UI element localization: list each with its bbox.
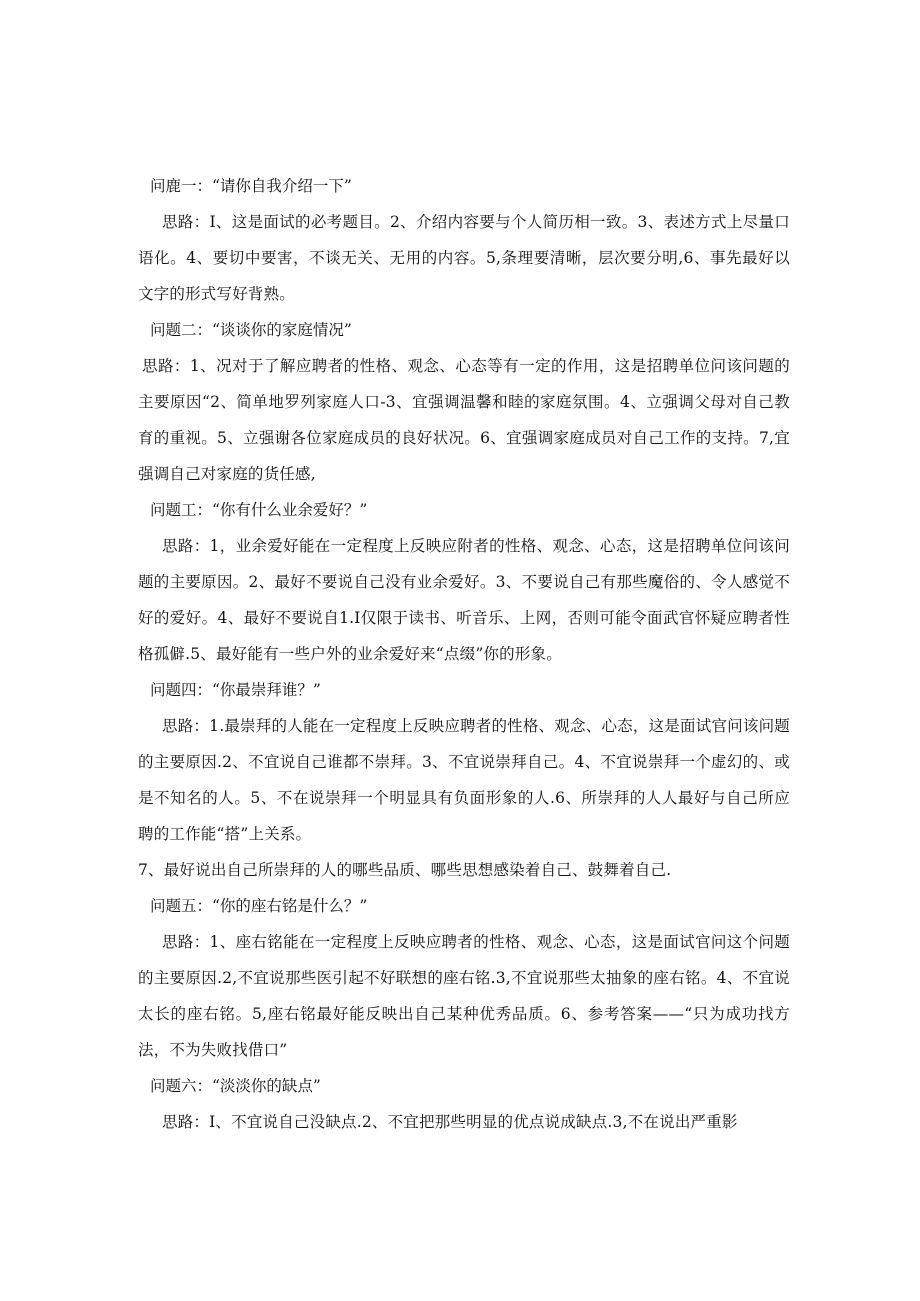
question-3-answer: 思路：1，业余爱好能在一定程度上反映应附者的性格、观念、心态，这是招聘单位问该问题的主要原因。2、最好不要说自己没有业余爱好。3、不要说自己有那些魔俗的、令人感觉不好的爱好。4、最好不要说自1.I仅限于读书、听音乐、上网，否则可能令面武官怀疑应聘者性格孤僻.5、最好能有一些户外的业余爱好来“点缀”你的形象。 (138, 537, 790, 663)
question-5-answer: 思路：1、座右铭能在一定程度上反映应聘者的性格、观念、心态，这是面试官问这个问题的主要原因.2,不宜说那些医引起不好联想的座右铭.3,不宜说那些太抽象的座右铭。4、不宜说太长的座右铭。5,座右铭最好能反映出自己某种优秀品质。6、参考答案——“只为成功找方法，不为失败找借口” (138, 933, 790, 1059)
question-4-answer: 思路：1.最崇拜的人能在一定程度上反映应聘者的性格、观念、心态，这是面试官问该问题的主要原因.2、不宜说自己谁都不崇拜。3、不宜说崇拜自己。4、不宜说崇拜一个虚幻的、或是不知名的人。5、不在说崇拜一个明显具有负面形象的人.6、所崇拜的人人最好与自己所应聘的工作能“搭”上关系。 (138, 717, 790, 843)
question-6-answer: 思路：I、不宜说自己没缺点.2、不宜把那些明显的优点说成缺点.3,不在说出严重影 (162, 1113, 738, 1131)
question-3-title: 问题工：“你有什么业余爱好？” (150, 501, 368, 519)
document-body (138, 168, 790, 1140)
question-2-answer: 思路：1、况对于了解应聘者的性格、观念、心态等有一定的作用，这是招聘单位问该问题的主要原因“2、简单地罗列家庭人口-3、宜强调温馨和睦的家庭氛围。4、立强调父母对自己教育的重视。5、立强谢各位家庭成员的良好状况。6、宜强调家庭成员对自己工作的支持。7,宜强调自己对家庭的货任感, (138, 357, 790, 483)
question-6-title: 问题六：“淡淡你的缺点” (150, 1077, 321, 1095)
question-5-title: 问题五：“你的座右铭是什么？” (150, 897, 368, 915)
question-2-title: 问题二：“谈谈你的家庭情况” (150, 321, 352, 339)
question-4-item-7: 7、最好说出自己所崇拜的人的哪些品质、哪些思想感染着自己、鼓舞着自己. (138, 861, 672, 879)
question-1-answer: 思路：I、这是面试的必考题目。2、介绍内容要与个人简历相一致。3、表述方式上尽量口语化。4、要切中要害，不谈无关、无用的内容。5,条理要清晰，层次要分明,6、事先最好以文字的形式写好背熟。 (138, 213, 790, 303)
question-4-title: 问题四：“你最崇拜谁？” (150, 681, 321, 699)
question-1-title: 问鹿一：“请你自我介绍一下” (150, 177, 352, 195)
